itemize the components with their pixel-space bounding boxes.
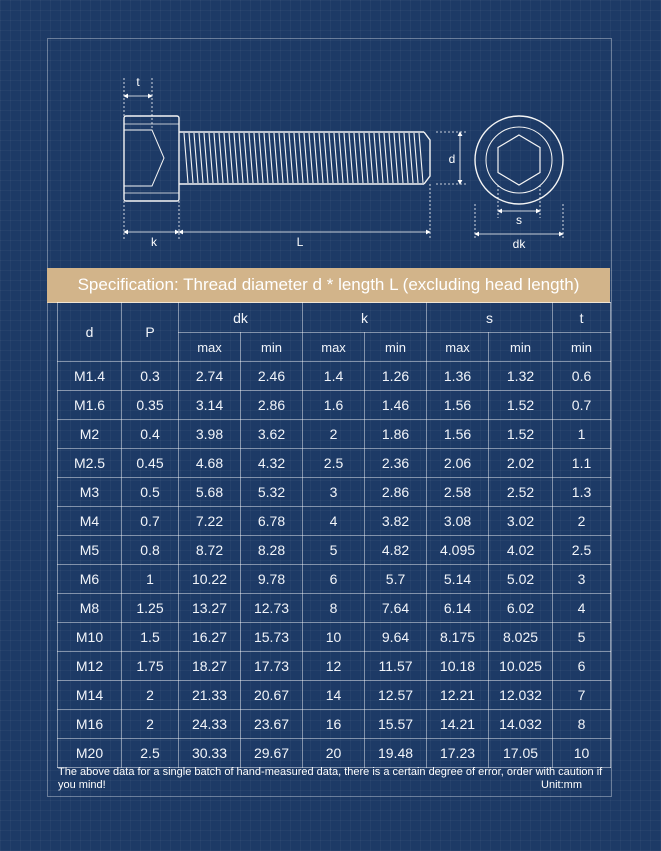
cell-s-min: 12.032 — [489, 681, 553, 710]
cell-dk-max: 18.27 — [179, 652, 241, 681]
cell-s-min: 17.05 — [489, 739, 553, 768]
cell-s-max: 10.18 — [427, 652, 489, 681]
cell-s-min: 2.02 — [489, 449, 553, 478]
cell-k-max: 16 — [303, 710, 365, 739]
cell-k-min: 2.86 — [365, 478, 427, 507]
cell-k-max: 2.5 — [303, 449, 365, 478]
cell-k-max: 2 — [303, 420, 365, 449]
cell-dk-max: 3.98 — [179, 420, 241, 449]
disclaimer-text: The above data for a single batch of hand-measured data, there is a certain degree of error, order with caution if you mind! — [58, 766, 603, 791]
label-k: k — [151, 235, 157, 249]
cell-t-min: 4 — [553, 594, 611, 623]
subheader-t-min: min — [553, 333, 611, 362]
cell-dk-min: 29.67 — [241, 739, 303, 768]
cell-dk-max: 3.14 — [179, 391, 241, 420]
cell-t-min: 0.6 — [553, 362, 611, 391]
label-dk: dk — [512, 237, 526, 251]
cell-k-min: 3.82 — [365, 507, 427, 536]
cell-dk-min: 17.73 — [241, 652, 303, 681]
cell-d: M10 — [58, 623, 122, 652]
cell-s-min: 4.02 — [489, 536, 553, 565]
unit-label: Unit:mm — [541, 779, 582, 791]
cell-d: M14 — [58, 681, 122, 710]
header-p: P — [122, 303, 179, 362]
cell-s-max: 5.14 — [427, 565, 489, 594]
cell-s-max: 3.08 — [427, 507, 489, 536]
cell-p: 0.4 — [122, 420, 179, 449]
cell-s-min: 1.52 — [489, 420, 553, 449]
table-row — [58, 594, 611, 623]
table-row — [58, 565, 611, 594]
cell-k-min: 2.36 — [365, 449, 427, 478]
cell-t-min: 2.5 — [553, 536, 611, 565]
table-row — [58, 507, 611, 536]
cell-k-max: 5 — [303, 536, 365, 565]
table-row — [58, 623, 611, 652]
cell-dk-min: 6.78 — [241, 507, 303, 536]
cell-dk-max: 2.74 — [179, 362, 241, 391]
cell-k-min: 7.64 — [365, 594, 427, 623]
cell-d: M16 — [58, 710, 122, 739]
table-row — [58, 681, 611, 710]
cell-s-max: 2.58 — [427, 478, 489, 507]
cell-t-min: 7 — [553, 681, 611, 710]
cell-dk-min: 9.78 — [241, 565, 303, 594]
cell-t-min: 10 — [553, 739, 611, 768]
cell-t-min: 5 — [553, 623, 611, 652]
cell-k-max: 10 — [303, 623, 365, 652]
cell-d: M2 — [58, 420, 122, 449]
cell-dk-max: 16.27 — [179, 623, 241, 652]
header-d: d — [58, 303, 122, 362]
cell-s-min: 14.032 — [489, 710, 553, 739]
cell-s-min: 10.025 — [489, 652, 553, 681]
subheader-s-min: min — [489, 333, 553, 362]
cell-k-min: 1.46 — [365, 391, 427, 420]
cell-dk-max: 4.68 — [179, 449, 241, 478]
cell-t-min: 1.3 — [553, 478, 611, 507]
cell-t-min: 0.7 — [553, 391, 611, 420]
subheader-dk-min: min — [241, 333, 303, 362]
table-row — [58, 449, 611, 478]
cell-d: M4 — [58, 507, 122, 536]
cell-s-max: 17.23 — [427, 739, 489, 768]
header-dk: dk — [179, 303, 303, 333]
cell-dk-min: 2.46 — [241, 362, 303, 391]
table-row — [58, 420, 611, 449]
cell-s-max: 6.14 — [427, 594, 489, 623]
cell-k-min: 15.57 — [365, 710, 427, 739]
cell-dk-max: 7.22 — [179, 507, 241, 536]
cell-k-max: 12 — [303, 652, 365, 681]
cell-p: 1.25 — [122, 594, 179, 623]
cell-t-min: 1.1 — [553, 449, 611, 478]
cell-p: 2.5 — [122, 739, 179, 768]
cell-k-max: 8 — [303, 594, 365, 623]
table-row — [58, 652, 611, 681]
cell-s-min: 1.52 — [489, 391, 553, 420]
table-row — [58, 710, 611, 739]
screw-side-view — [124, 116, 430, 201]
cell-p: 0.8 — [122, 536, 179, 565]
cell-p: 2 — [122, 681, 179, 710]
label-s: s — [516, 213, 522, 227]
spec-table-body — [58, 362, 611, 768]
cell-s-max: 8.175 — [427, 623, 489, 652]
cell-k-max: 1.6 — [303, 391, 365, 420]
cell-k-max: 14 — [303, 681, 365, 710]
cell-d: M1.6 — [58, 391, 122, 420]
cell-s-max: 14.21 — [427, 710, 489, 739]
subheader-k-max: max — [303, 333, 365, 362]
table-row — [58, 362, 611, 391]
label-t: t — [136, 75, 140, 89]
cell-d: M3 — [58, 478, 122, 507]
cell-k-min: 4.82 — [365, 536, 427, 565]
table-row — [58, 478, 611, 507]
spec-table — [57, 302, 611, 768]
cell-k-max: 3 — [303, 478, 365, 507]
cell-s-min: 2.52 — [489, 478, 553, 507]
cell-s-min: 3.02 — [489, 507, 553, 536]
screw-drawing — [0, 0, 661, 270]
cell-s-max: 1.36 — [427, 362, 489, 391]
cell-k-min: 9.64 — [365, 623, 427, 652]
cell-k-min: 19.48 — [365, 739, 427, 768]
disclaimer-note — [58, 766, 606, 792]
label-d: d — [448, 152, 456, 166]
cell-p: 0.35 — [122, 391, 179, 420]
cell-d: M20 — [58, 739, 122, 768]
cell-s-max: 2.06 — [427, 449, 489, 478]
cell-dk-max: 8.72 — [179, 536, 241, 565]
cell-k-min: 12.57 — [365, 681, 427, 710]
cell-k-max: 20 — [303, 739, 365, 768]
cell-dk-min: 5.32 — [241, 478, 303, 507]
header-t: t — [553, 303, 611, 333]
subheader-dk-max: max — [179, 333, 241, 362]
cell-t-min: 2 — [553, 507, 611, 536]
table-row — [58, 536, 611, 565]
cell-dk-min: 8.28 — [241, 536, 303, 565]
cell-dk-max: 30.33 — [179, 739, 241, 768]
cell-s-max: 1.56 — [427, 391, 489, 420]
cell-d: M5 — [58, 536, 122, 565]
cell-k-min: 1.86 — [365, 420, 427, 449]
cell-dk-max: 5.68 — [179, 478, 241, 507]
cell-p: 0.3 — [122, 362, 179, 391]
cell-dk-max: 10.22 — [179, 565, 241, 594]
cell-k-max: 4 — [303, 507, 365, 536]
cell-s-min: 8.025 — [489, 623, 553, 652]
cell-d: M1.4 — [58, 362, 122, 391]
cell-dk-min: 15.73 — [241, 623, 303, 652]
cell-k-max: 6 — [303, 565, 365, 594]
cell-k-max: 1.4 — [303, 362, 365, 391]
cell-t-min: 3 — [553, 565, 611, 594]
cell-d: M2.5 — [58, 449, 122, 478]
cell-d: M6 — [58, 565, 122, 594]
cell-s-min: 6.02 — [489, 594, 553, 623]
cell-dk-min: 4.32 — [241, 449, 303, 478]
cell-dk-min: 2.86 — [241, 391, 303, 420]
table-row — [58, 391, 611, 420]
specification-banner: Specification: Thread diameter d * length L (excluding head length) — [47, 268, 610, 303]
cell-d: M8 — [58, 594, 122, 623]
cell-k-min: 11.57 — [365, 652, 427, 681]
cell-s-min: 1.32 — [489, 362, 553, 391]
cell-dk-min: 3.62 — [241, 420, 303, 449]
subheader-s-max: max — [427, 333, 489, 362]
cell-s-max: 1.56 — [427, 420, 489, 449]
cell-d: M12 — [58, 652, 122, 681]
cell-k-min: 1.26 — [365, 362, 427, 391]
cell-t-min: 8 — [553, 710, 611, 739]
cell-dk-min: 20.67 — [241, 681, 303, 710]
cell-dk-max: 13.27 — [179, 594, 241, 623]
cell-p: 1.75 — [122, 652, 179, 681]
cell-dk-max: 24.33 — [179, 710, 241, 739]
subheader-k-min: min — [365, 333, 427, 362]
cell-p: 0.7 — [122, 507, 179, 536]
cell-dk-min: 23.67 — [241, 710, 303, 739]
header-s: s — [427, 303, 553, 333]
cell-dk-min: 12.73 — [241, 594, 303, 623]
cell-p: 0.5 — [122, 478, 179, 507]
label-L: L — [296, 235, 304, 249]
header-k: k — [303, 303, 427, 333]
cell-s-max: 12.21 — [427, 681, 489, 710]
cell-s-min: 5.02 — [489, 565, 553, 594]
table-row — [58, 739, 611, 768]
cell-p: 1.5 — [122, 623, 179, 652]
cell-t-min: 1 — [553, 420, 611, 449]
cell-p: 1 — [122, 565, 179, 594]
cell-t-min: 6 — [553, 652, 611, 681]
cell-s-max: 4.095 — [427, 536, 489, 565]
cell-p: 2 — [122, 710, 179, 739]
cell-dk-max: 21.33 — [179, 681, 241, 710]
cell-k-min: 5.7 — [365, 565, 427, 594]
cell-p: 0.45 — [122, 449, 179, 478]
